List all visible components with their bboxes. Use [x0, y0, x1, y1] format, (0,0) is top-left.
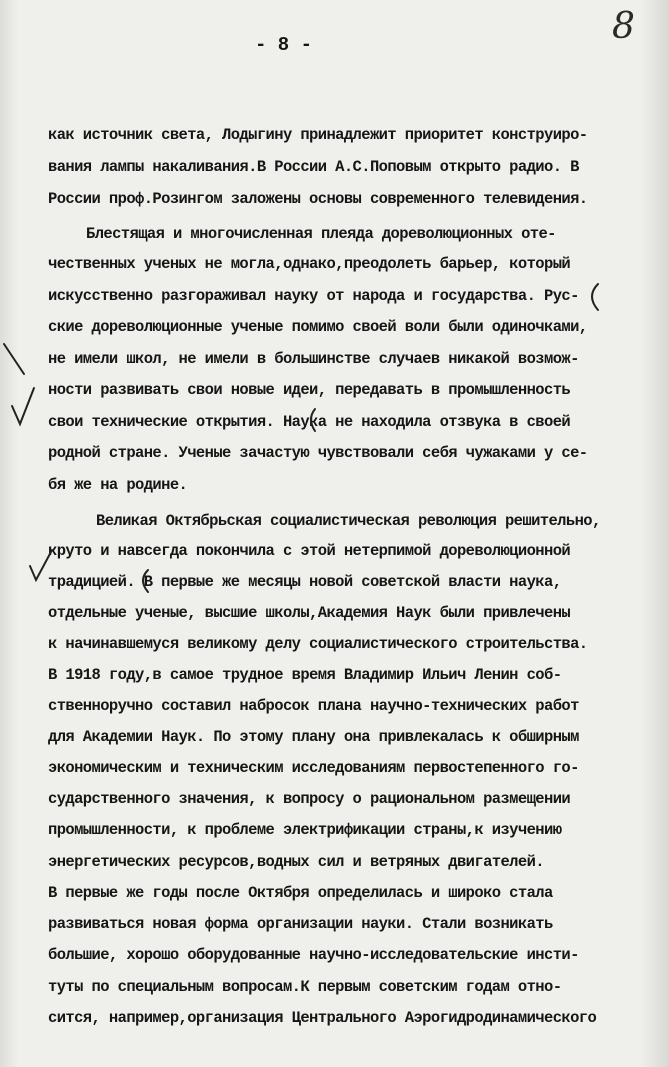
text-line: отдельные ученые, высшие школы,Академия Наук были привлечены	[48, 604, 571, 622]
text-line: традицией. В первые же месяцы новой советской власти наука,	[48, 573, 562, 591]
text-line: ские дореволюционные ученые помимо своей воли были одиночками,	[48, 318, 588, 336]
text-line: родной стране. Ученые зачастую чувствовали себя чужаками у се-	[48, 444, 588, 462]
text-line: развиваться новая форма организации науки. Стали возникать	[48, 915, 553, 933]
text-line: Великая Октябрьская социалистическая революция решительно,	[96, 512, 601, 530]
text-line: В 1918 году,в самое трудное время Владимир Ильич Ленин соб-	[48, 666, 562, 684]
text-line: В первые же годы после Октября определилась и широко стала	[48, 884, 553, 902]
bracket-mark-icon	[304, 405, 320, 435]
text-line: сударственного значения, к вопросу о рациональном размещении	[48, 790, 571, 808]
page-number: - 8 -	[255, 34, 313, 56]
text-line: экономическим и техническим исследованиям первостепенного го-	[48, 759, 579, 777]
text-line: промышленности, к проблеме электрификации страны,к изучению	[48, 821, 562, 839]
text-line: искусственно разгораживал науку от народа и государства. Рус-	[48, 287, 579, 305]
text-line: России проф.Розингом заложены основы современного телевидения.	[48, 190, 588, 208]
text-line: как источник света, Лодыгину принадлежит приоритет конструиро-	[48, 126, 588, 144]
text-line: ственноручно составил набросок плана научно-технических работ	[48, 697, 579, 715]
text-line: бя же на родине.	[48, 476, 188, 494]
text-line: для Академии Наук. По этому плану она привлекалась к обширным	[48, 728, 579, 746]
bracket-mark-icon	[134, 566, 154, 596]
bracket-mark-icon	[582, 280, 604, 314]
text-line: ности развивать свои новые идеи, передавать в промышленность	[48, 381, 571, 399]
text-line: энергетических ресурсов,водных сил и ветряных двигателей.	[48, 853, 544, 871]
text-line: круто и навсегда покончила с этой нетерпимой дореволюционной	[48, 542, 571, 560]
checkmark-icon	[8, 384, 38, 430]
handwritten-page-number: 8	[612, 6, 635, 47]
text-line: Блестящая и многочисленная плеяда дореволюционных оте-	[86, 225, 556, 243]
text-line: туты по специальным вопросам.К первым советским годам отно-	[48, 978, 562, 996]
text-line: к начинавшемуся великому делу социалистического строительства.	[48, 635, 588, 653]
text-line: сится, например,организация Центрального Аэрогидродинамического	[48, 1009, 597, 1027]
text-line: вания лампы накаливания.В России А.С.Поповым открыто радио. В	[48, 158, 579, 176]
text-line: не имели школ, не имели в большинстве случаев никакой возмож-	[48, 350, 579, 368]
text-line: свои технические открытия. Наука не находила отзвука в своей	[48, 413, 571, 431]
text-line: большие, хорошо оборудованные научно-исследовательские инсти-	[48, 946, 579, 964]
checkmark-icon	[26, 546, 56, 586]
margin-stroke-icon	[0, 340, 30, 380]
text-line: чественных ученых не могла,однако,преодолеть барьер, который	[48, 255, 571, 273]
